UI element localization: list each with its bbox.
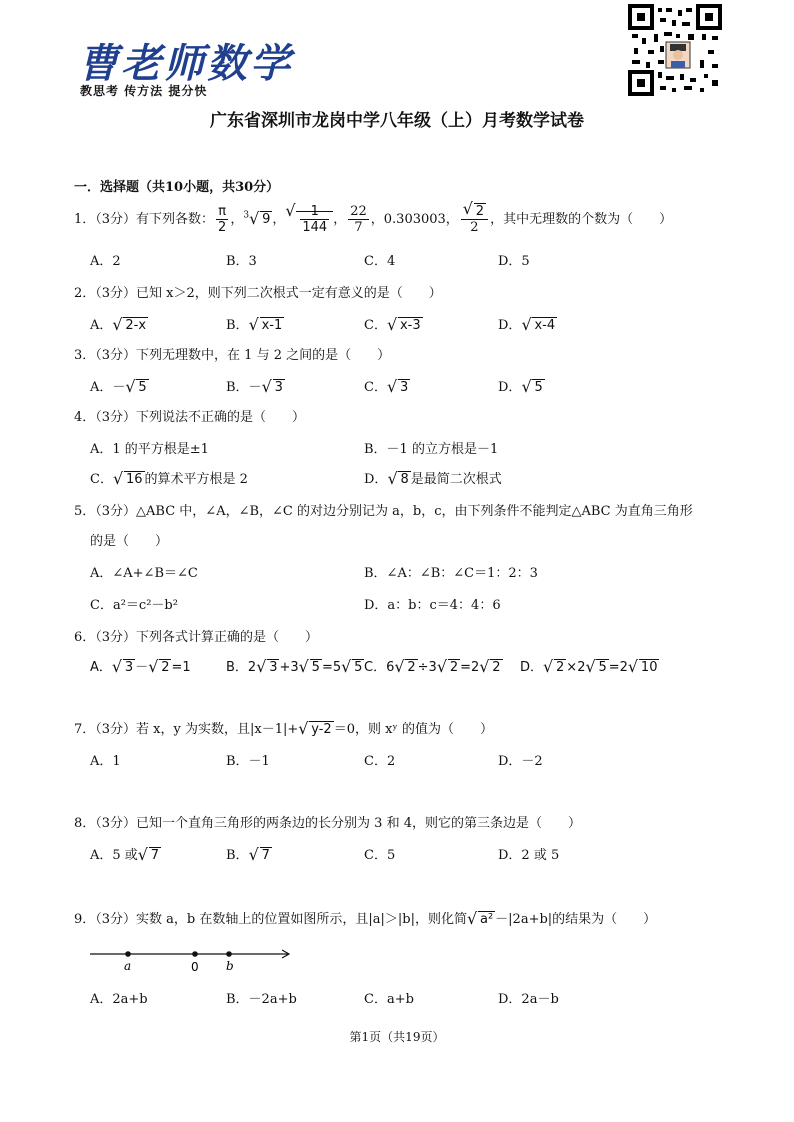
q2-option-d: D．√ x-4	[498, 314, 557, 333]
q7-option-b: B．－1	[226, 754, 270, 769]
qr-code-icon	[628, 4, 722, 96]
question-4: 4．（3分）下列说法不正确的是（ ）	[74, 410, 306, 425]
q9-option-c: C．a+b	[364, 992, 414, 1007]
frac-pi-over-2: $\frac{\pi}{2}$	[218, 204, 227, 235]
q3-option-b: B．－√ 3	[226, 376, 285, 395]
question-6: 6．（3分）下列各式计算正确的是（ ）	[74, 630, 319, 645]
page-title: 广东省深圳市龙岗中学八年级（上）月考数学试卷	[210, 111, 584, 131]
q7-option-d: D．－2	[498, 754, 543, 769]
q5-option-b: B．∠A：∠B：∠C＝1：2：3	[364, 566, 538, 581]
q4-option-d: D．√ 8 是最简二次根式	[364, 468, 502, 487]
q1-option-b: B．3	[226, 254, 257, 269]
logo: 曹老师数学	[78, 40, 293, 87]
question-5-cont: 的是（ ）	[90, 534, 169, 549]
q9-option-d: D．2a－b	[498, 992, 559, 1007]
label-b: b	[226, 959, 234, 973]
q8-option-c: C．5	[364, 848, 396, 863]
q8-option-d: D．2 或 5	[498, 848, 560, 863]
q9-option-b: B．－2a+b	[226, 992, 297, 1007]
q3-option-c: C．√ 3	[364, 376, 410, 395]
q8-option-a: A．5 或√ 7	[90, 844, 161, 863]
q1-option-c: C．4	[364, 254, 396, 269]
q7-option-c: C．2	[364, 754, 396, 769]
point-a	[125, 951, 131, 957]
q9-option-a: A．2a+b	[90, 992, 148, 1007]
cube-root-9: $^3$√ 9	[243, 212, 272, 227]
q1-prefix: 1．（3分）有下列各数：	[74, 212, 215, 227]
q1-option-a: A．2	[90, 254, 121, 269]
question-1: 1．（3分）有下列各数： $\frac{\pi}{2}$ ，$^3$√ 9 ， √ $\frac{1}{144}$ ， $\frac{22}{7}$ ，0.303003， √ $\frac{2}{2}$ ，其中无理数的个数为（ ）	[74, 204, 672, 235]
q1-decimal: ，0.303003，	[370, 212, 459, 227]
number-line-diagram	[88, 944, 298, 976]
question-9: 9．（3分）实数 a，b 在数轴上的位置如图所示，且|a|＞|b|，则化简√ a² －|2a+b|的结果为（ ）	[74, 908, 656, 927]
q4-option-b: B．－1 的立方根是－1	[364, 442, 499, 457]
question-3: 3．（3分）下列无理数中，在 1 与 2 之间的是（ ）	[74, 348, 391, 363]
q3-option-a: A．－√ 5	[90, 376, 149, 395]
label-0: 0	[191, 960, 199, 974]
question-5: 5．（3分）△ABC 中，∠A，∠B，∠C 的对边分别记为 a，b，c，由下列条件不能判定△ABC 为直角三角形	[74, 504, 693, 519]
frac-22-over-7: $\frac{22}{7}$	[350, 204, 367, 235]
q5-option-c: C．a²＝c²－b²	[90, 598, 178, 613]
question-8: 8．（3分）已知一个直角三角形的两条边的长分别为 3 和 4，则它的第三条边是（ ）	[74, 816, 581, 831]
q2-option-a: A．√ 2-x	[90, 314, 148, 333]
q5-option-a: A．∠A+∠B＝∠C	[90, 566, 198, 581]
question-7: 7．（3分）若 x，y 为实数，且|x－1|+√ y-2 ＝0，则 xʸ 的值为（ ）	[74, 718, 493, 737]
q6-option-c: C．6√ 2 ÷3√ 2 =2√ 2	[364, 656, 503, 675]
frac-sqrt2-over-2: √ $\frac{2}{2}$	[461, 204, 488, 235]
q8-option-b: B．√ 7	[226, 844, 272, 863]
section-heading: 一．选择题（共10小题，共30分）	[74, 180, 280, 195]
slogan: 教思考 传方法 提分快	[80, 84, 208, 98]
q4-option-c: C．√ 16 的算术平方根是 2	[90, 468, 248, 487]
q2-option-b: B．√ x-1	[226, 314, 284, 333]
page-footer: 第1页（共19页）	[349, 1030, 445, 1044]
q6-option-a: A．√ 3 －√ 2 =1	[90, 656, 191, 675]
q2-option-c: C．√ x-3	[364, 314, 423, 333]
q7-option-a: A．1	[90, 754, 121, 769]
label-a: a	[124, 959, 132, 973]
point-origin	[192, 951, 198, 957]
q4-option-a: A．1 的平方根是±1	[90, 442, 209, 457]
sqrt-1-over-144: √ $\frac{1}{144}$	[287, 204, 333, 235]
point-b	[226, 951, 232, 957]
q1-option-d: D．5	[498, 254, 530, 269]
question-2: 2．（3分）已知 x＞2，则下列二次根式一定有意义的是（ ）	[74, 286, 442, 301]
q1-suffix: ，其中无理数的个数为（ ）	[490, 212, 673, 227]
q6-option-d: D．√ 2 ×2√ 5 =2√ 10	[520, 656, 659, 675]
q6-option-b: B．2√ 3 +3√ 5 =5√ 5	[226, 656, 364, 675]
q5-option-d: D．a：b：c＝4：4：6	[364, 598, 501, 613]
q3-option-d: D．√ 5	[498, 376, 545, 395]
